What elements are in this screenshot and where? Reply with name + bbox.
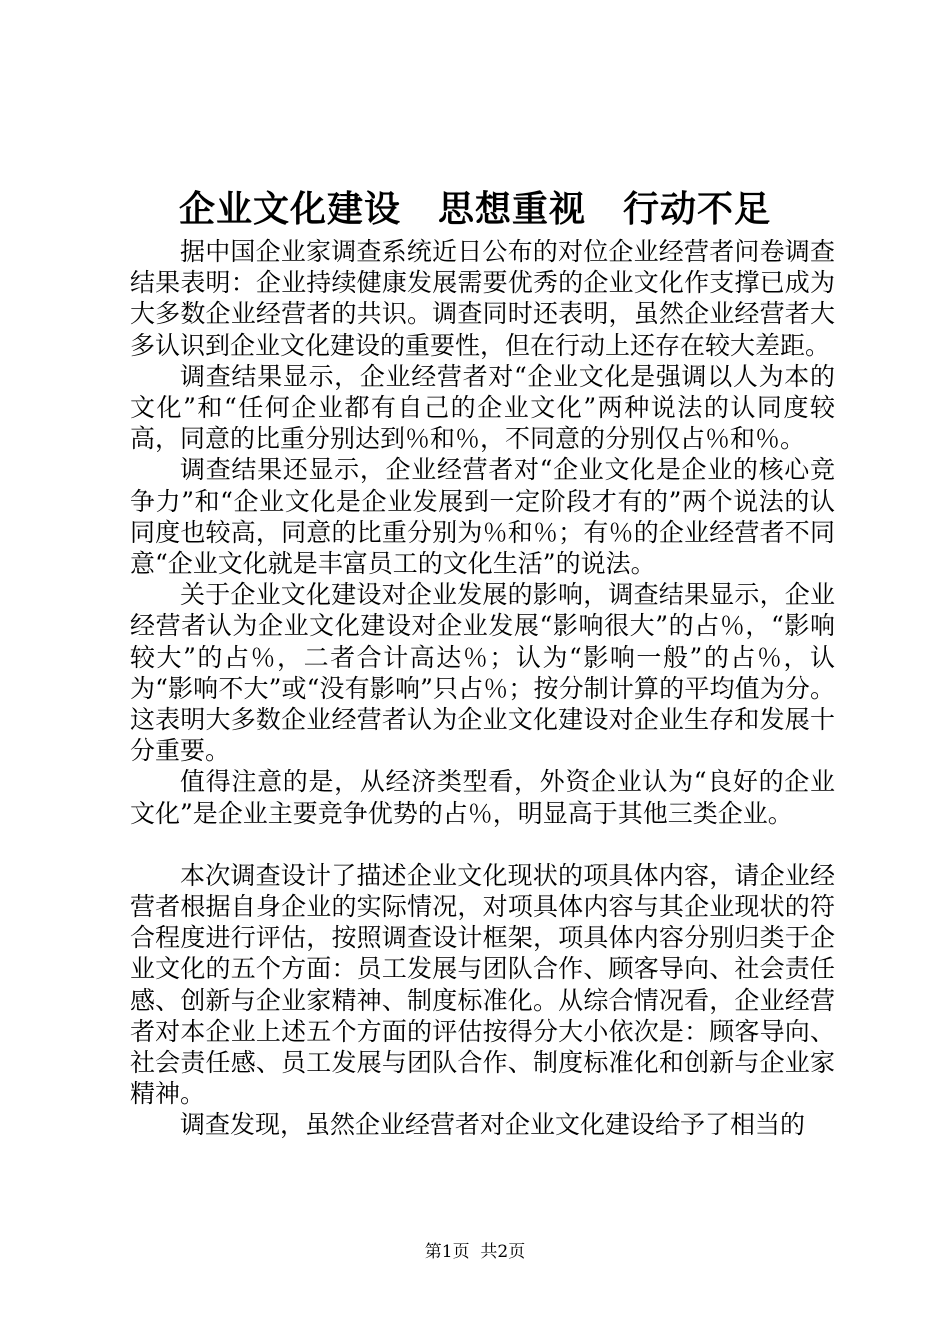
paragraph-5: 值得注意的是，从经济类型看，外资企业认为“良好的企业文化”是企业主要竞争优势的占％，明显高于其他三类企业。 bbox=[130, 767, 835, 828]
paragraph-7: 调查发现，虽然企业经营者对企业文化建设给予了相当的 bbox=[180, 1110, 806, 1140]
document-title: 企业文化建设 思想重视 行动不足 bbox=[178, 188, 771, 230]
paragraph-1: 据中国企业家调查系统近日公布的对位企业经营者问卷调查结果表明：企业持续健康发展需要优秀的企业文化作支撑已成为大多数企业经营者的共识。调查同时还表明，虽然企业经营者大多认识到企业文化建设的重要性，但在行动上还存在较大差距。 bbox=[130, 237, 835, 360]
paragraph-3: 调查结果还显示，企业经营者对“企业文化是企业的核心竞争力”和“企业文化是企业发展到一定阶段才有的”两个说法的认同度也较高，同意的比重分别为％和％；有％的企业经营者不同意“企业文化就是丰富员工的文化生活”的说法。 bbox=[130, 455, 835, 579]
document-body bbox=[130, 236, 835, 1141]
paragraph-6: 本次调查设计了描述企业文化现状的项具体内容，请企业经营者根据自身企业的实际情况，对项具体内容与其企业现状的符合程度进行评估，按照调查设计框架，项具体内容分别归类于企业文化的五个方面：员工发展与团队合作、顾客导向、社会责任感、创新与企业家精神、制度标准化。从综合情况看，企业经营者对本企业上述五个方面的评估按得分大小依次是：顾客导向、社会责任感、员工发展与团队合作、制度标准化和创新与企业家精神。 bbox=[130, 860, 835, 1109]
paragraph-2: 调查结果显示，企业经营者对“企业文化是强调以人为本的文化”和“任何企业都有自己的企业文化”两种说法的认同度较高，同意的比重分别达到％和％，不同意的分别仅占％和％。 bbox=[130, 361, 835, 454]
page-footer: 第1页 共2页 bbox=[424, 1242, 526, 1262]
paragraph-4: 关于企业文化建设对企业发展的影响，调查结果显示，企业经营者认为企业文化建设对企业发展“影响很大”的占％，“影响较大”的占％，二者合计高达％；认为“影响一般”的占％，认为“影响不大”或“没有影响”只占％；按分制计算的平均值为分。这表明大多数企业经营者认为企业文化建设对企业生存和发展十分重要。 bbox=[130, 580, 835, 766]
